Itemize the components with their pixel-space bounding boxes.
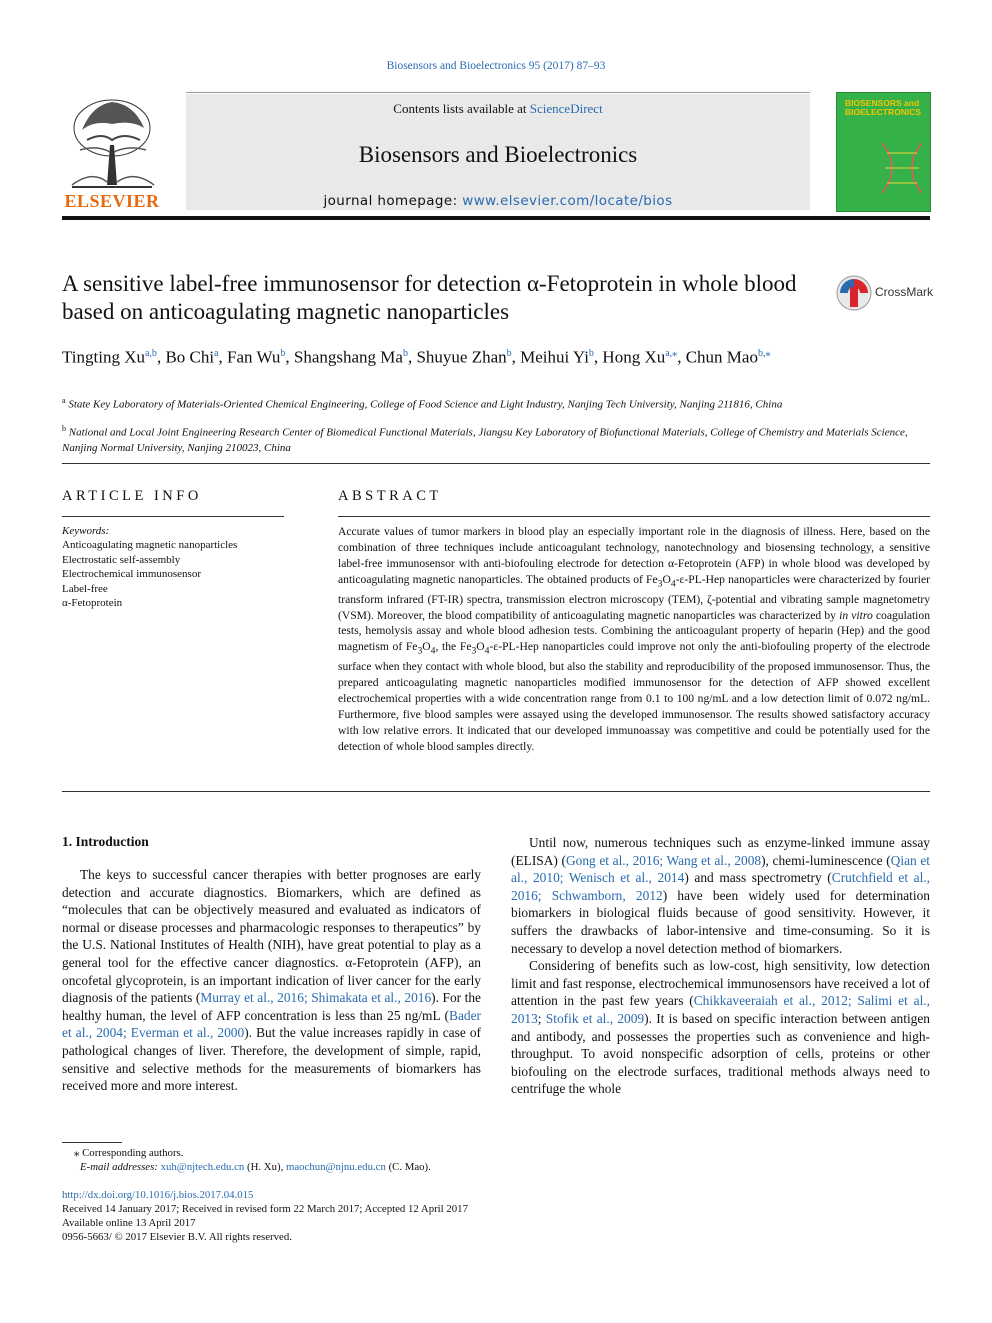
crossmark-badge[interactable] bbox=[836, 275, 932, 311]
intro-paragraph-2: Until now, numerous techniques such as enzyme-linked immune assay (ELISA) (Gong et al., 2016; Wang et al., 2008), chemi-luminescence (Qian et al., 2010; Wenisch et al., 2014) and mass spectrometry (Crutchfield et al., 2016; Schwamborn, 2012) have been widely used for determination biomarkers in biological fluids because of good sensitivity. However, it suffers the drawbacks of labor-intensive and time-consuming. So it is necessary to develop a novel detection method of biomarkers. bbox=[511, 835, 931, 956]
journal-citation[interactable]: Biosensors and Bioelectronics 95 (2017) 87–93 bbox=[386, 60, 606, 72]
intro-paragraph-1: The keys to successful cancer therapies with better prognoses are early detection and accurate diagnostics. Biomarkers, which are defined as “molecules that can be objectively measured and evaluated as indicators of normal or disease processes and pharmacologic responses to therapeutics” by the U.S. National Institutes of Health (NIH), have great potential to play as a general tool for the effective cancer diagnostics. α-Fetoprotein (AFP), an oncofetal glycoprotein, is an important indication of liver cancer for the early diagnosis of the patients (Murray et al., 2016; Shimakata et al., 2016). For the healthy human, the level of AFP concentration is less than 25 ng/mL (Bader et al., 2004; Everman et al., 2000). But the value increases rapidly in case of pathological changes of liver. Therefore, the development of simple, rapid, sensitive and selective methods for the measurements of biomarkers has received more and more interest. bbox=[62, 867, 482, 1094]
available-online: Available online 13 April 2017 bbox=[62, 1217, 196, 1229]
affiliation-divider bbox=[62, 463, 930, 464]
author-name[interactable]: Meihui Yi bbox=[520, 347, 589, 367]
citation-link[interactable]: Chikkaveeraiah et al., 2012; Salimi et al., 2013 bbox=[511, 993, 930, 1026]
crossmark-icon bbox=[836, 275, 872, 311]
author-affiliation-marker[interactable]: a,b bbox=[144, 348, 157, 359]
contents-prefix: Contents lists available at bbox=[393, 101, 530, 116]
keyword-item[interactable]: Label-free bbox=[62, 582, 108, 595]
author-affiliation-marker[interactable]: b bbox=[588, 348, 594, 359]
author-name[interactable]: Shangshang Ma bbox=[293, 347, 403, 367]
author-affiliation-marker[interactable]: b bbox=[402, 348, 408, 359]
author-affiliation-marker[interactable]: a bbox=[214, 348, 219, 359]
crossmark-label: CrossMark bbox=[875, 285, 934, 299]
abstract-text: Accurate values of tumor markers in blood play an especially important role in the diagnosis of illness. Here, based on the combination of three techniques include anticoagulant technology, nanotechnology and biosensing technology, a sensitive label-free immunosensor with anti-biofouling electrode for detection α-Fetoprotein (AFP) in whole blood was developed by anticoagulating magnetic nanoparticles. The obtained products of $Fe_3O_4-\varepsilon-PL$-Hep nanoparticles were characterized by fourier transform infrared (FT-IR) spectra, transmission electron microscopy (TEM), ζ-potential and vibrating sample magnetometry (VSM). Moreover, the blood compatibility of anticoagulating magnetic nanoparticles was characterized by in vitro coagulation tests, hemolysis assay and whole blood adhesion tests. Combining the anticoagulant property of heparin (Hep) and the good magnetism of $Fe_3O_4$, the $Fe_3O_4-\varepsilon-PL$-Hep nanoparticles could improve not only the anti-biofouling property of the electrode surface when they contact with whole blood, but also the stability and reproducibility of the proposed immunosensor. Thus, the prepared anticoagulating magnetic nanoparticles modified immunosensor for the detection of AFP showed excellent electrochemical properties with a wide concentration range from 0.1 to 100 ng/mL and a low detection limit of 0.072 ng/mL. Furthermore, five blood samples were assayed using the developed immunosensor. The results showed satisfactory accuracy with low relative errors. It indicated that our developed immunoassay was competitive and could be potentially used for the detection of whole blood samples directly. bbox=[338, 525, 930, 753]
author-affiliation-marker[interactable]: a,⁎ bbox=[665, 348, 678, 359]
journal-cover-image[interactable] bbox=[836, 92, 931, 212]
email-footnote: E-mail addresses: xuh@njtech.edu.cn (H. Xu), maochun@njnu.edu.cn (C. Mao). bbox=[80, 1161, 431, 1173]
header-divider bbox=[62, 216, 930, 220]
received-dates: Received 14 January 2017; Received in revised form 22 March 2017; Accepted 12 April 2017 bbox=[62, 1203, 468, 1215]
keyword-item[interactable]: Anticoagulating magnetic nanoparticles bbox=[62, 539, 238, 552]
keyword-item[interactable]: Electrostatic self-assembly bbox=[62, 553, 181, 566]
author-name[interactable]: Hong Xu bbox=[602, 347, 666, 367]
section-title-introduction: 1. Introduction bbox=[62, 834, 149, 849]
citation-link[interactable]: Murray et al., 2016; Shimakata et al., 2016 bbox=[200, 990, 432, 1006]
elsevier-tree-icon bbox=[62, 90, 162, 190]
affiliation-a bbox=[62, 393, 930, 413]
intro-column-right bbox=[511, 834, 930, 1098]
elsevier-logo[interactable] bbox=[62, 90, 162, 212]
citation-link[interactable]: Stofik et al., 2009 bbox=[545, 1010, 645, 1026]
cover-graphic-icon bbox=[877, 133, 927, 203]
footnote-rule bbox=[62, 1142, 122, 1143]
elsevier-wordmark: ELSEVIER bbox=[64, 191, 160, 211]
citation-link[interactable]: Gong et al., 2016; Wang et al., 2008 bbox=[565, 852, 762, 868]
abstract-rule bbox=[338, 516, 930, 517]
keywords-label: Keywords: bbox=[62, 525, 110, 537]
intro-paragraph-3: Considering of benefits such as low-cost, high sensitivity, low detection limit and fast response, electrochemical immunosensors have received a lot of attention in the past few years (Chikkaveeraiah et al., 2012; Salimi et al., 2013; Stofik et al., 2009). It is based on specific interaction between antigen and antibody, and possesses the properties such as convenience and high-throughput. To avoid nonspecific adsorption of cells, proteins or other biofouling on the electrode surfaces, traditional methods always need to centrifuge the whole bbox=[511, 958, 931, 1097]
citation-link[interactable]: Crutchfield et al., 2016; Schwamborn, 2012 bbox=[511, 870, 931, 903]
doi-link[interactable]: http://dx.doi.org/10.1016/j.bios.2017.04.015 bbox=[62, 1189, 254, 1201]
author-name[interactable]: Shuyue Zhan bbox=[416, 347, 507, 367]
author-name[interactable]: Bo Chi bbox=[165, 347, 215, 367]
header-top-rule bbox=[186, 92, 810, 93]
homepage-line bbox=[186, 193, 810, 209]
copyright: 0956-5663/ © 2017 Elsevier B.V. All rights reserved. bbox=[62, 1231, 292, 1243]
article-info-heading: ARTICLE INFO bbox=[62, 488, 202, 504]
author-list: Tingting Xu$^{a,b}$, Bo Chi$^a$, Fan Wu$^b$, Shangshang Ma$^b$, Shuyue Zhan$^b$, Meihui Yi$^b$, Hong $Xu^{a,⁎}$, Chun Mao$^{b,⁎}$ bbox=[62, 347, 771, 367]
cover-title: BIOSENSORS and BIOELECTRONICS bbox=[845, 98, 922, 117]
keyword-item[interactable]: Electrochemical immunosensor bbox=[62, 568, 201, 581]
homepage-link[interactable]: www.elsevier.com/locate/bios bbox=[462, 193, 673, 209]
abstract-divider bbox=[62, 791, 930, 792]
journal-name: Biosensors and Bioelectronics bbox=[358, 142, 638, 167]
article-title: A sensitive label-free immunosensor for detection α-Fetoprotein in whole blood based on anticoagulating magnetic nanoparticles bbox=[62, 271, 797, 324]
abstract-heading: ABSTRACT bbox=[338, 488, 442, 504]
author-affiliation-marker[interactable]: b bbox=[506, 348, 512, 359]
affiliation-b bbox=[62, 421, 930, 456]
affiliation-text: National and Local Joint Engineering Research Center of Biomedical Functional Materials, Jiangsu Key Laboratory of Biofunctional Materials, College of Chemistry and Materials Science, Nanjing Normal University, Nanjing 210023, China bbox=[62, 426, 908, 454]
keywords-block bbox=[62, 524, 284, 610]
citation-link[interactable]: Qian et al., 2010; Wenisch et al., 2014 bbox=[511, 852, 930, 886]
contents-line bbox=[186, 101, 810, 117]
homepage-prefix: journal homepage: bbox=[323, 193, 463, 209]
article-info-rule bbox=[62, 516, 284, 517]
author-affiliation-marker[interactable]: b,⁎ bbox=[757, 348, 771, 359]
affiliation-label: b bbox=[62, 424, 66, 433]
email-link[interactable]: maochun@njnu.edu.cn bbox=[285, 1161, 386, 1173]
corresponding-footnote: ⁎ Corresponding authors. bbox=[74, 1147, 184, 1159]
affiliation-label: a bbox=[62, 396, 66, 405]
citation-link[interactable]: Bader et al., 2004; Everman et al., 2000 bbox=[62, 1007, 481, 1041]
author-name[interactable]: Tingting Xu bbox=[62, 347, 145, 367]
affiliation-text: State Key Laboratory of Materials-Oriented Chemical Engineering, College of Food Science and Light Industry, Nanjing Tech University, Nanjing 211816, China bbox=[68, 398, 783, 411]
sciencedirect-link[interactable]: ScienceDirect bbox=[529, 101, 603, 116]
author-affiliation-marker[interactable]: b bbox=[280, 348, 286, 359]
email-link[interactable]: xuh@njtech.edu.cn bbox=[160, 1161, 245, 1173]
intro-column-left bbox=[62, 866, 481, 1095]
author-name[interactable]: Fan Wu bbox=[227, 347, 281, 367]
keyword-item[interactable]: α-Fetoprotein bbox=[62, 597, 123, 610]
author-name[interactable]: Chun Mao bbox=[685, 347, 758, 367]
